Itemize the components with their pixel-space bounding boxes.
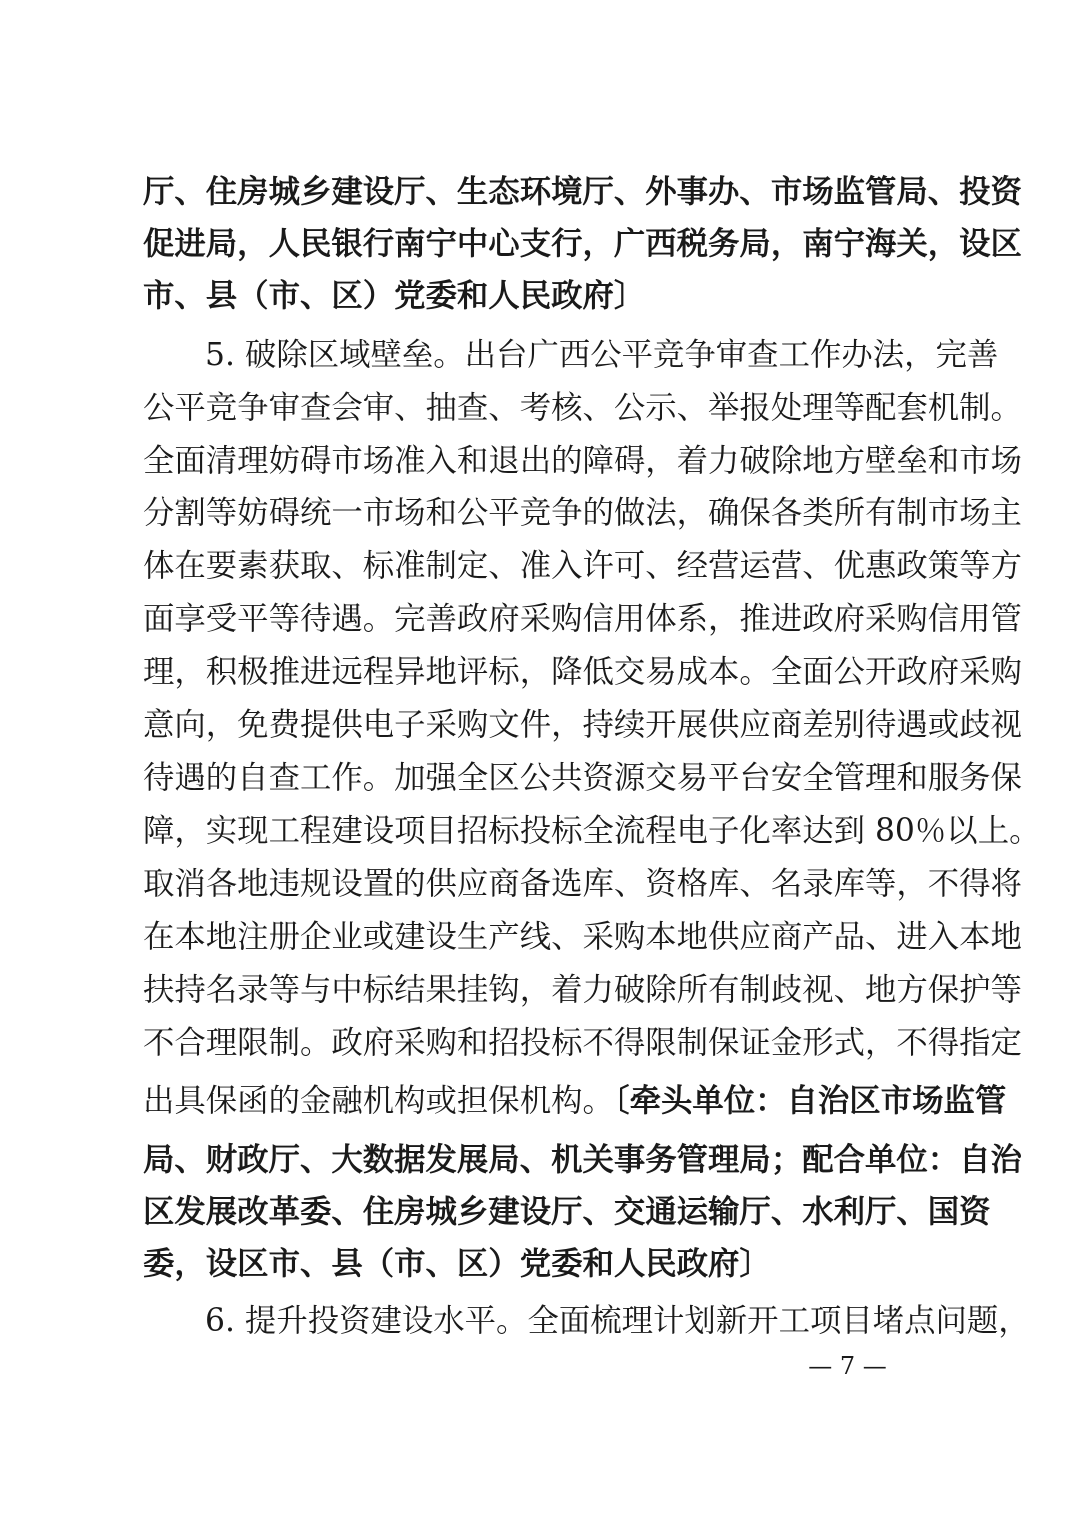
text-run-bold: 〔牵头单位：自治区市场监管 bbox=[613, 1083, 1007, 1119]
text-run-regular: 出具保函的金融机构或担保机构。 bbox=[143, 1083, 614, 1119]
text-line: 扶持名录等与中标结果挂钩，着力破除所有制歧视、地方保护等 bbox=[143, 972, 1022, 1008]
text-line: 厅、住房城乡建设厅、生态环境厅、外事办、市场监管局、投资 bbox=[143, 174, 1022, 210]
text-line: 市、县（市、区）党委和人民政府〕 bbox=[143, 278, 646, 314]
text-line: 区发展改革委、住房城乡建设厅、交通运输厅、水利厅、国资 bbox=[143, 1194, 991, 1230]
text-line: 障，实现工程建设项目招标投标全流程电子化率达到 80％以上。 bbox=[143, 813, 1041, 849]
text-line: 面享受平等待遇。完善政府采购信用体系，推进政府采购信用管 bbox=[143, 601, 1022, 637]
text-line: 委，设区市、县（市、区）党委和人民政府〕 bbox=[143, 1246, 771, 1282]
text-line: 不合理限制。政府采购和招投标不得限制保证金形式，不得指定 bbox=[143, 1025, 1022, 1061]
text-line: 意向，免费提供电子采购文件，持续开展供应商差别待遇或歧视 bbox=[143, 707, 1022, 743]
text-line: 6. 提升投资建设水平。全面梳理计划新开工项目堵点问题， bbox=[205, 1303, 1030, 1339]
text-line: 局、财政厅、大数据发展局、机关事务管理局；配合单位：自治 bbox=[143, 1142, 1022, 1178]
text-line: 体在要素获取、标准制定、准入许可、经营运营、优惠政策等方 bbox=[143, 548, 1022, 584]
text-line: 促进局，人民银行南宁中心支行，广西税务局，南宁海关，设区 bbox=[143, 226, 1022, 262]
text-line: 公平竞争审查会审、抽查、考核、公示、举报处理等配套机制。 bbox=[143, 390, 1022, 426]
text-line: 全面清理妨碍市场准入和退出的障碍，着力破除地方壁垒和市场 bbox=[143, 443, 1022, 479]
text-line-mixed bbox=[143, 1075, 1007, 1127]
text-line: 取消各地违规设置的供应商备选库、资格库、名录库等，不得将 bbox=[143, 866, 1022, 902]
text-line: 理，积极推进远程异地评标，降低交易成本。全面公开政府采购 bbox=[143, 654, 1022, 690]
text-line: 在本地注册企业或建设生产线、采购本地供应商产品、进入本地 bbox=[143, 919, 1022, 955]
page-number: — 7 — bbox=[808, 1352, 887, 1380]
text-line: 5. 破除区域壁垒。出台广西公平竞争审查工作办法，完善 bbox=[205, 337, 999, 373]
text-line: 分割等妨碍统一市场和公平竞争的做法，确保各类所有制市场主 bbox=[143, 495, 1022, 531]
text-line: 待遇的自查工作。加强全区公共资源交易平台安全管理和服务保 bbox=[143, 760, 1022, 796]
